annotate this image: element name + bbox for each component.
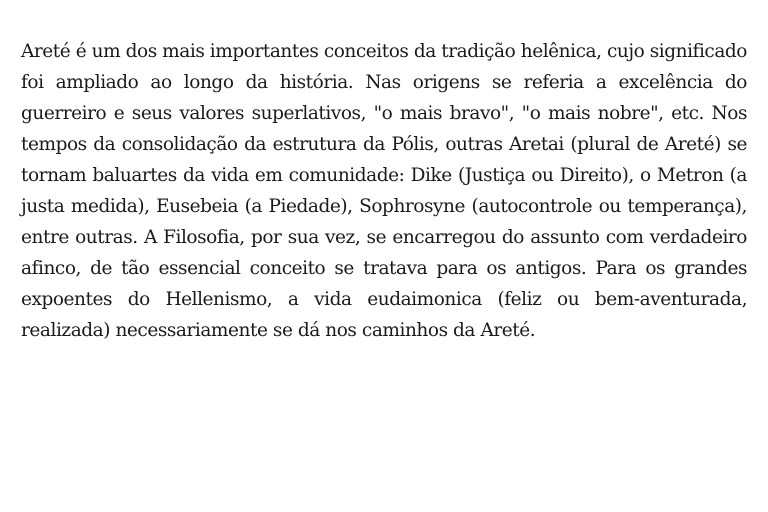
body-paragraph: Areté é um dos mais importantes conceitos da tradição helênica, cujo significado foi ampliado ao longo da história. Nas origens se referia a excelência do guerreiro e seus valores superlativos, "o mais bravo", "o mais nobre", etc. Nos tempos da consolidação da estrutura da Pólis, outras Aretai (plural de Areté) se tornam baluartes da vida em comunidade: Dike (Justiça ou Direito), o Metron (a justa medida), Eusebeia (a Piedade), Sophrosyne (autocontrole ou temperança), entre outras. A Filosofia, por sua vez, se encarregou do assunto com verdadeiro afinco, de tão essencial conceito se tratava para os antigos. Para os grandes expoentes do Hellenismo, a vida eudaimonica (feliz ou bem-aventurada, realizada) necessariamente se dá nos caminhos da Areté. bbox=[21, 41, 747, 341]
